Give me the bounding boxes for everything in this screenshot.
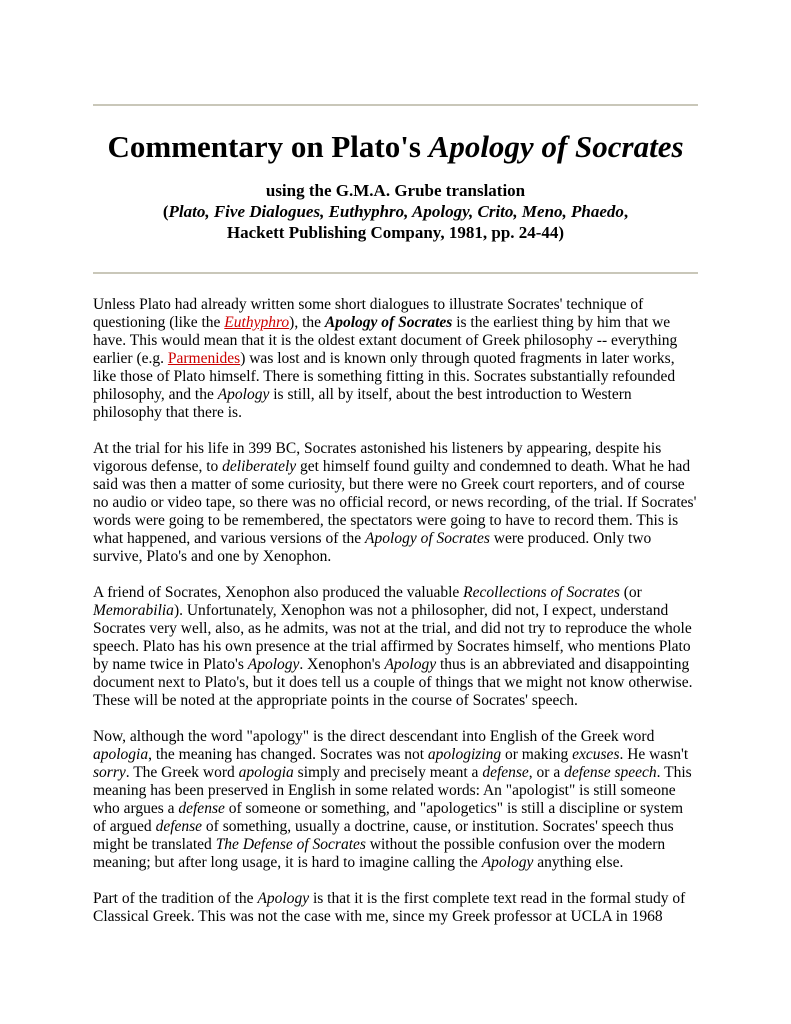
subtitle-book-title: Plato, Five Dialogues, Euthyphro, Apology, Crito, Meno, Phaedo	[168, 202, 624, 221]
text-line	[93, 476, 713, 494]
text-line	[93, 818, 713, 836]
subtitle-open-paren: (	[162, 202, 169, 221]
italic-text: Apology	[481, 854, 534, 871]
text-run: document next to Plato's, but it does tell us a couple of things that we might not know otherwise.	[93, 674, 693, 691]
text-line	[93, 548, 713, 566]
text-line	[93, 836, 713, 854]
text-run: meaning; but after long usage, it is hard to imagine calling the	[93, 854, 482, 871]
text-run: words were going to be remembered, the spectators were going to have to record them. This is	[93, 512, 679, 529]
italic-text: defense	[155, 818, 203, 835]
text-run: by name twice in Plato's	[93, 656, 248, 673]
text-run: (or	[619, 584, 642, 601]
text-run: , or a	[528, 764, 565, 781]
text-line	[93, 404, 713, 422]
text-run: of argued	[93, 818, 156, 835]
text-line	[93, 512, 713, 530]
italic-text: apologia	[238, 764, 294, 781]
title-italic-text: Apology of Socrates	[428, 129, 684, 164]
text-run: A friend of Socrates, Xenophon also produced the valuable	[93, 584, 464, 601]
text-run: were produced. Only two	[489, 530, 652, 547]
text-line	[93, 584, 713, 602]
text-run: might be translated	[93, 836, 216, 853]
text-line	[93, 350, 713, 368]
text-line	[93, 296, 713, 314]
text-run: Socrates very well, also, as he admits, was not at the trial, and did not try to reproduce the whole	[93, 620, 692, 637]
text-run: get himself found guilty and condemned to death. What he had	[296, 458, 691, 475]
text-line	[93, 674, 713, 692]
text-run: ). Unfortunately, Xenophon was not a philosopher, did not, I expect, understand	[173, 602, 669, 619]
text-run: Classical Greek. This was not the case with me, since my Greek professor at UCLA in 1968	[93, 908, 663, 925]
text-run: ), the	[289, 314, 325, 331]
subtitle-line-3: Hackett Publishing Company, 1981, pp. 24-44)	[226, 223, 565, 242]
page-title	[0, 126, 791, 168]
article-body	[93, 296, 713, 944]
page-subtitle	[0, 180, 791, 243]
text-run: of someone or something, and "apologetics" is still a discipline or system	[224, 800, 684, 817]
italic-text: defense speech	[564, 764, 657, 781]
text-run: questioning (like the	[93, 314, 225, 331]
euthyphro-link[interactable]: Euthyphro	[224, 314, 290, 331]
italic-text: sorry	[93, 764, 126, 781]
italic-text: Memorabilia	[93, 602, 174, 619]
text-run: is still, all by itself, about the best introduction to Western	[269, 386, 632, 403]
parmenides-link[interactable]: Parmenides	[167, 350, 241, 367]
text-run: of something, usually a doctrine, cause, or institution. Socrates' speech thus	[202, 818, 674, 835]
italic-text: Recollections of Socrates	[463, 584, 620, 601]
text-line	[93, 638, 713, 656]
text-line	[93, 854, 713, 872]
text-line	[93, 782, 713, 800]
text-line	[93, 728, 713, 746]
subtitle-comma: ,	[623, 202, 629, 221]
paragraph-5	[93, 890, 713, 926]
text-run: said was then a matter of some curiosity, but there were no Greek court reporters, and of course	[93, 476, 685, 493]
italic-text: Apology	[257, 890, 310, 907]
paragraph-2	[93, 440, 713, 566]
text-run: anything else.	[533, 854, 624, 871]
text-line	[93, 530, 713, 548]
text-run: no audio or video tape, so there was no official record, or news recording, of the trial. If Socrates'	[93, 494, 697, 511]
text-run: thus is an abbreviated and disappointing	[436, 656, 690, 673]
text-run: speech. Plato has his own presence at the trial affirmed by Socrates himself, who mentions Plato	[93, 638, 691, 655]
text-run: or making	[501, 746, 573, 763]
text-line	[93, 656, 713, 674]
italic-text: defense	[178, 800, 225, 817]
italic-text: Apology	[217, 386, 270, 403]
paragraph-3	[93, 584, 713, 710]
text-line	[93, 692, 713, 710]
top-divider	[93, 104, 698, 106]
italic-text: Apology	[384, 656, 437, 673]
text-run: simply and precisely meant a	[293, 764, 483, 781]
text-run: . The Greek word	[125, 764, 239, 781]
text-run: like those of Plato himself. There is something fitting in this. Socrates substantially refounded	[93, 368, 676, 385]
italic-text: deliberately	[222, 458, 297, 475]
text-line	[93, 332, 713, 350]
title-text: Commentary on Plato's	[107, 129, 429, 164]
text-line	[93, 440, 713, 458]
italic-text: Apology	[247, 656, 300, 673]
text-run: what happened, and various versions of the	[93, 530, 366, 547]
text-run: vigorous defense, to	[93, 458, 223, 475]
text-run: . He wasn't	[619, 746, 689, 763]
text-run: meaning has been preserved in English in some related words: An "apologist" is still someone	[93, 782, 676, 799]
text-line	[93, 800, 713, 818]
text-run: have. This would mean that it is the oldest extant document of Greek philosophy -- everything	[93, 332, 678, 349]
text-run: earlier (e.g.	[93, 350, 168, 367]
bottom-divider	[93, 272, 698, 274]
text-line	[93, 908, 713, 926]
text-run: . This	[656, 764, 692, 781]
paragraph-1	[93, 296, 713, 422]
text-run: At the trial for his life in 399 BC, Socrates astonished his listeners by appearing, despite his	[93, 440, 662, 457]
text-run: . Xenophon's	[299, 656, 385, 673]
text-run: These will be noted at the appropriate points in the course of Socrates' speech.	[93, 692, 578, 709]
text-run: , the meaning has changed. Socrates was not	[148, 746, 428, 763]
paragraph-4	[93, 728, 713, 872]
text-line	[93, 458, 713, 476]
italic-text: apologia	[93, 746, 149, 763]
text-line	[93, 368, 713, 386]
text-line	[93, 746, 713, 764]
subtitle-line-1: using the G.M.A. Grube translation	[265, 181, 526, 200]
text-line	[93, 602, 713, 620]
text-run: who argues a	[93, 800, 179, 817]
text-line	[93, 494, 713, 512]
text-run: philosophy, and the	[93, 386, 218, 403]
text-line	[93, 314, 713, 332]
text-run: Part of the tradition of the	[93, 890, 258, 907]
text-line	[93, 620, 713, 638]
bold-italic-text: Apology of Socrates	[324, 314, 453, 331]
text-run: survive, Plato's and one by Xenophon.	[93, 548, 332, 565]
text-run: philosophy that there is.	[93, 404, 242, 421]
text-line	[93, 386, 713, 404]
text-run: is that it is the first complete text read in the formal study of	[309, 890, 686, 907]
text-run: without the possible confusion over the modern	[365, 836, 666, 853]
subtitle-line-2	[0, 201, 791, 222]
text-line	[93, 890, 713, 908]
italic-text: Apology of Socrates	[365, 530, 490, 547]
text-run: ) was lost and is known only through quoted fragments in later works,	[240, 350, 675, 367]
italic-text: apologizing	[427, 746, 502, 763]
text-line	[93, 764, 713, 782]
text-run: is the earliest thing by him that we	[452, 314, 671, 331]
italic-text: The Defense of Socrates	[215, 836, 366, 853]
italic-text: excuses	[572, 746, 620, 763]
italic-text: defense	[482, 764, 529, 781]
text-run: Unless Plato had already written some short dialogues to illustrate Socrates' technique of	[93, 296, 644, 313]
text-run: Now, although the word "apology" is the direct descendant into English of the Greek word	[93, 728, 655, 745]
